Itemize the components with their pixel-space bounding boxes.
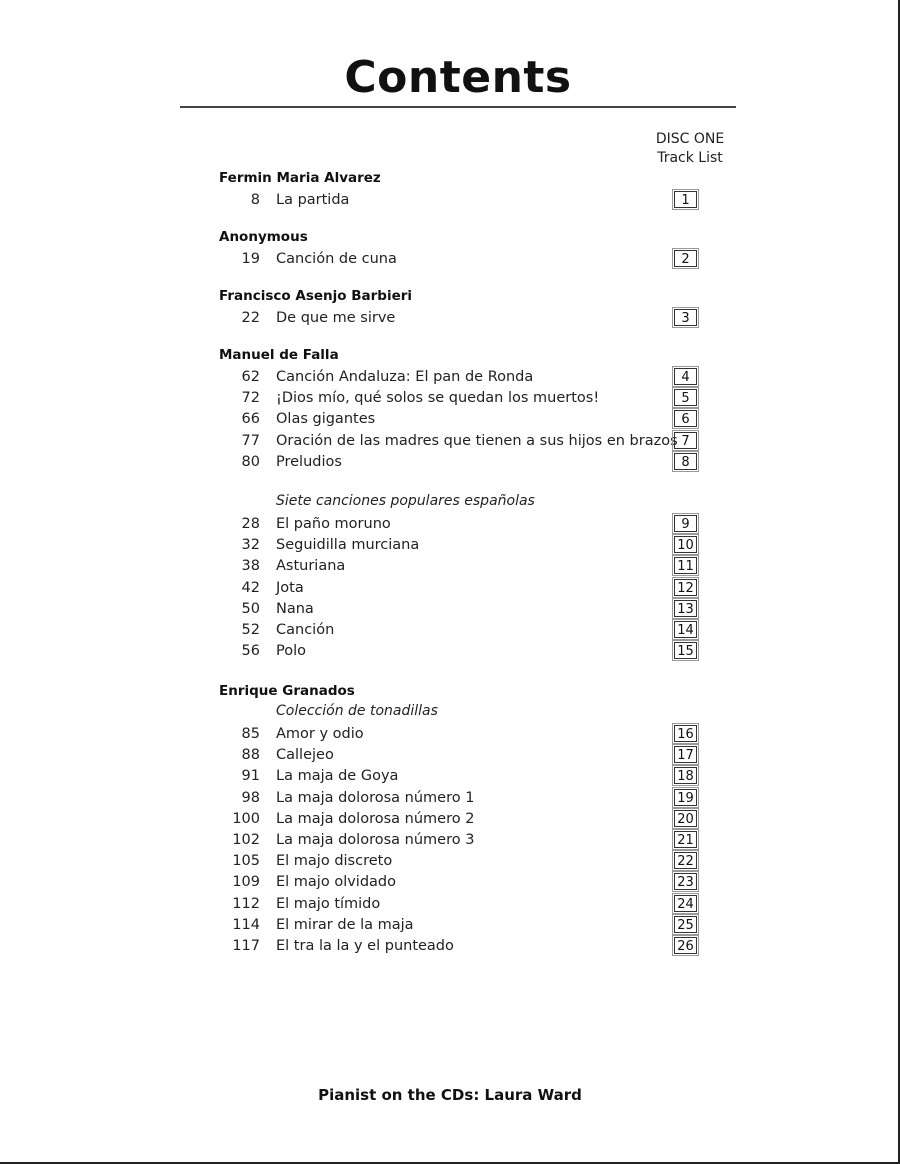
page-number: 91 <box>241 768 260 785</box>
track-number-box: 6 <box>674 410 697 427</box>
track-number-box: 7 <box>674 432 697 449</box>
song-title: La maja dolorosa número 1 <box>276 789 475 806</box>
track-number-box: 11 <box>674 557 697 574</box>
page-number: 102 <box>232 832 260 848</box>
song-title: La maja dolorosa número 3 <box>276 832 475 848</box>
track-number-box: 19 <box>674 789 697 806</box>
track-number-box: 23 <box>674 873 697 890</box>
toc-entry <box>0 578 900 598</box>
toc-entry <box>0 190 900 210</box>
song-title: El majo discreto <box>276 853 393 870</box>
page-number: 105 <box>232 853 260 870</box>
track-number-box: 4 <box>674 368 697 385</box>
song-title: Seguidilla murciana <box>276 537 420 554</box>
page-number: 52 <box>241 622 260 638</box>
song-title: El majo tímido <box>276 895 381 912</box>
page-number: 38 <box>241 558 260 575</box>
song-title: Asturiana <box>276 558 346 575</box>
page-number: 114 <box>232 916 260 933</box>
track-number-box: 2 <box>674 250 697 267</box>
page-number: 22 <box>241 310 260 326</box>
song-title: Canción de cuna <box>276 251 397 267</box>
toc-entry <box>0 249 900 269</box>
track-number-box: 9 <box>674 515 697 532</box>
page-number: 77 <box>241 432 260 449</box>
page-number: 62 <box>241 369 260 385</box>
page-number: 109 <box>232 874 260 891</box>
track-number-box: 21 <box>674 831 697 848</box>
disc-label: DISC ONE <box>655 131 725 147</box>
page-number: 42 <box>241 579 260 596</box>
song-title: Jota <box>276 579 304 596</box>
page-number: 56 <box>241 643 260 660</box>
composer-heading: Manuel de Falla <box>219 347 339 363</box>
track-number-box: 17 <box>674 746 697 763</box>
song-title: Preludios <box>276 453 342 470</box>
song-title: Olas gigantes <box>276 411 376 428</box>
track-number-box: 1 <box>674 191 697 208</box>
toc-entry <box>0 830 900 850</box>
page-number: 117 <box>232 938 260 954</box>
song-title: Nana <box>276 600 314 617</box>
track-number-box: 26 <box>674 937 697 954</box>
toc-entry <box>0 745 900 765</box>
song-title: El paño moruno <box>276 516 391 532</box>
toc-entry <box>0 872 900 892</box>
song-title: La maja de Goya <box>276 768 399 785</box>
track-number-box: 14 <box>674 621 697 638</box>
page-number: 28 <box>241 516 260 532</box>
footer-credit: Pianist on the CDs: Laura Ward <box>318 1086 582 1104</box>
song-title: Canción Andaluza: El pan de Ronda <box>276 369 534 385</box>
track-number-box: 12 <box>674 579 697 596</box>
song-title: Oración de las madres que tienen a sus hijos en brazos <box>276 432 678 449</box>
toc-entry <box>0 936 900 956</box>
collection-subtitle: Siete canciones populares españolas <box>276 493 535 509</box>
toc-entry <box>0 724 900 744</box>
page-number: 80 <box>241 453 260 470</box>
disc-header <box>640 130 740 168</box>
toc-entry <box>0 915 900 935</box>
toc-entry <box>0 556 900 576</box>
page-number: 19 <box>241 251 260 267</box>
track-number-box: 20 <box>674 810 697 827</box>
page-number: 72 <box>241 390 260 407</box>
composer-heading: Francisco Asenjo Barbieri <box>219 288 413 304</box>
page-number: 66 <box>241 411 260 428</box>
song-title: La maja dolorosa número 2 <box>276 810 475 827</box>
toc-entry <box>0 851 900 871</box>
page-number: 112 <box>232 895 260 912</box>
page-number: 100 <box>232 810 260 827</box>
track-number-box: 22 <box>674 852 697 869</box>
collection-subtitle: Colección de tonadillas <box>276 703 438 719</box>
page-number: 50 <box>241 600 260 617</box>
track-number-box: 8 <box>674 453 697 470</box>
page-number: 98 <box>241 789 260 806</box>
song-title: Callejeo <box>276 747 334 764</box>
toc-entry <box>0 620 900 640</box>
page-number: 88 <box>241 747 260 764</box>
composer-heading: Enrique Granados <box>219 683 355 699</box>
toc-entry <box>0 388 900 408</box>
toc-entry <box>0 367 900 387</box>
toc-entry <box>0 766 900 786</box>
song-title: Canción <box>276 622 335 638</box>
page-number: 8 <box>250 192 260 208</box>
song-title: Amor y odio <box>276 726 364 742</box>
toc-entry <box>0 788 900 808</box>
song-title: La partida <box>276 192 350 208</box>
song-title: El majo olvidado <box>276 874 396 891</box>
page-title: Contents <box>344 52 572 103</box>
song-title: Polo <box>276 643 306 660</box>
track-number-box: 5 <box>674 389 697 406</box>
song-title: ¡Dios mío, qué solos se quedan los muertos! <box>276 390 600 407</box>
toc-entry <box>0 809 900 829</box>
toc-entry <box>0 894 900 914</box>
track-number-box: 3 <box>674 309 697 326</box>
track-number-box: 18 <box>674 767 697 784</box>
song-title: El mirar de la maja <box>276 916 414 933</box>
toc-entry <box>0 599 900 619</box>
page-number: 85 <box>241 726 260 742</box>
track-number-box: 25 <box>674 916 697 933</box>
track-number-box: 24 <box>674 895 697 912</box>
track-number-box: 13 <box>674 600 697 617</box>
toc-entry <box>0 409 900 429</box>
toc-entry <box>0 514 900 534</box>
toc-entry <box>0 452 900 472</box>
toc-entry <box>0 308 900 328</box>
song-title: El tra la la y el punteado <box>276 938 454 954</box>
track-number-box: 16 <box>674 725 697 742</box>
composer-heading: Fermin Maria Alvarez <box>219 170 381 186</box>
track-number-box: 15 <box>674 642 697 659</box>
track-number-box: 10 <box>674 536 697 553</box>
composer-heading: Anonymous <box>219 229 308 245</box>
song-title: De que me sirve <box>276 310 396 326</box>
toc-entry <box>0 431 900 451</box>
page-number: 32 <box>241 537 260 554</box>
toc-entry <box>0 641 900 661</box>
track-list-label: Track List <box>657 150 723 166</box>
title-divider <box>180 106 736 108</box>
toc-entry <box>0 535 900 555</box>
